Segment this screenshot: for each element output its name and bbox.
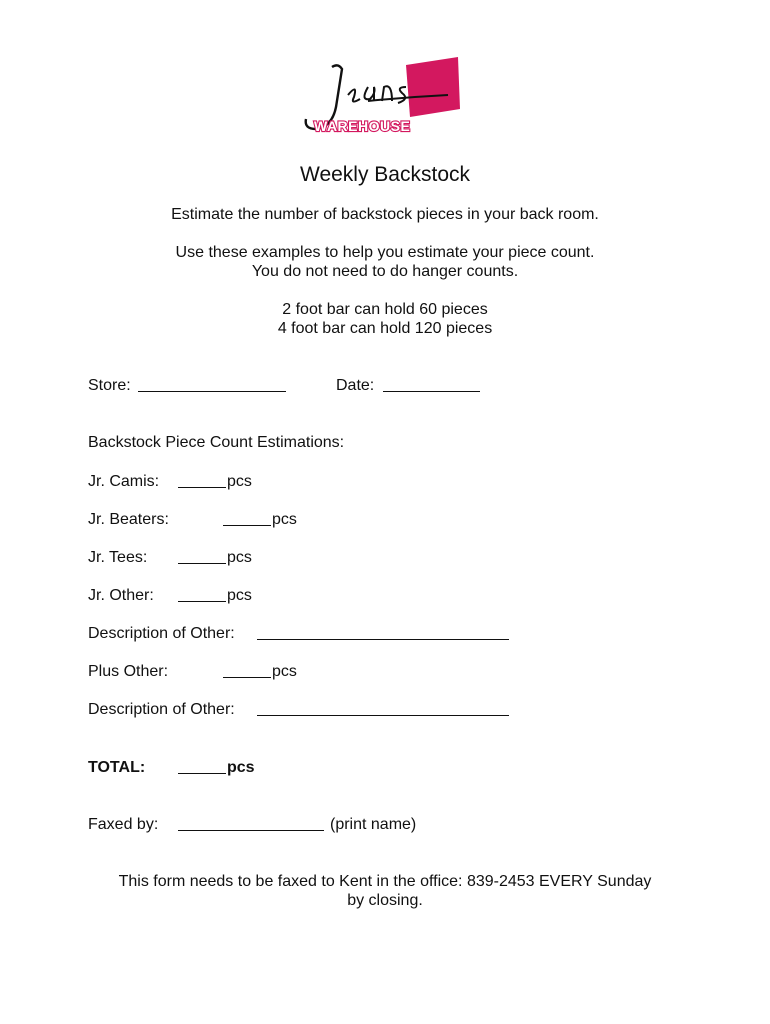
description-other-2-label: Description of Other: (88, 701, 235, 718)
examples-text-line1: Use these examples to help you estimate your piece count. (175, 244, 595, 261)
jr-beaters-unit: pcs (272, 511, 297, 528)
jr-camis-unit: pcs (227, 473, 252, 490)
fax-instructions-line2: by closing. (347, 892, 423, 909)
jr-beaters-field[interactable] (223, 511, 271, 526)
intro-text: Estimate the number of backstock pieces in your back room. (171, 206, 599, 223)
total-unit: pcs (227, 759, 255, 776)
description-other-2-field[interactable] (257, 701, 509, 716)
page-title: Weekly Backstock (300, 163, 470, 186)
date-field[interactable] (383, 377, 480, 392)
date-label: Date: (336, 377, 375, 394)
jr-other-label: Jr. Other: (88, 587, 154, 604)
estimations-heading: Backstock Piece Count Estimations: (88, 434, 345, 451)
print-name-hint: (print name) (330, 816, 417, 833)
plus-other-unit: pcs (272, 663, 297, 680)
faxed-by-field[interactable] (178, 816, 324, 831)
logo-mark (298, 57, 464, 139)
jr-tees-unit: pcs (227, 549, 252, 566)
description-other-label: Description of Other: (88, 625, 235, 642)
total-field[interactable] (178, 759, 226, 774)
jeans-warehouse-logo (298, 57, 464, 139)
jr-camis-label: Jr. Camis: (88, 473, 160, 490)
jr-tees-label: Jr. Tees: (88, 549, 148, 566)
fax-instructions-line1: This form needs to be faxed to Kent in the office: 839-2453 EVERY Sunday (118, 873, 652, 890)
store-field[interactable] (138, 377, 286, 392)
plus-other-label: Plus Other: (88, 663, 169, 680)
logo-warehouse-text: WAREHOUSE (314, 118, 411, 134)
store-label: Store: (88, 377, 131, 394)
plus-other-field[interactable] (223, 663, 271, 678)
faxed-by-label: Faxed by: (88, 816, 159, 833)
bar-capacity-line1: 2 foot bar can hold 60 pieces (282, 301, 488, 318)
jr-tees-field[interactable] (178, 549, 226, 564)
description-other-field[interactable] (257, 625, 509, 640)
bar-capacity-line2: 4 foot bar can hold 120 pieces (277, 320, 493, 337)
jr-other-unit: pcs (227, 587, 252, 604)
jr-other-field[interactable] (178, 587, 226, 602)
examples-text-line2: You do not need to do hanger counts. (251, 263, 519, 280)
total-label: TOTAL: (88, 759, 146, 776)
jr-camis-field[interactable] (178, 473, 226, 488)
jr-beaters-label: Jr. Beaters: (88, 511, 169, 528)
